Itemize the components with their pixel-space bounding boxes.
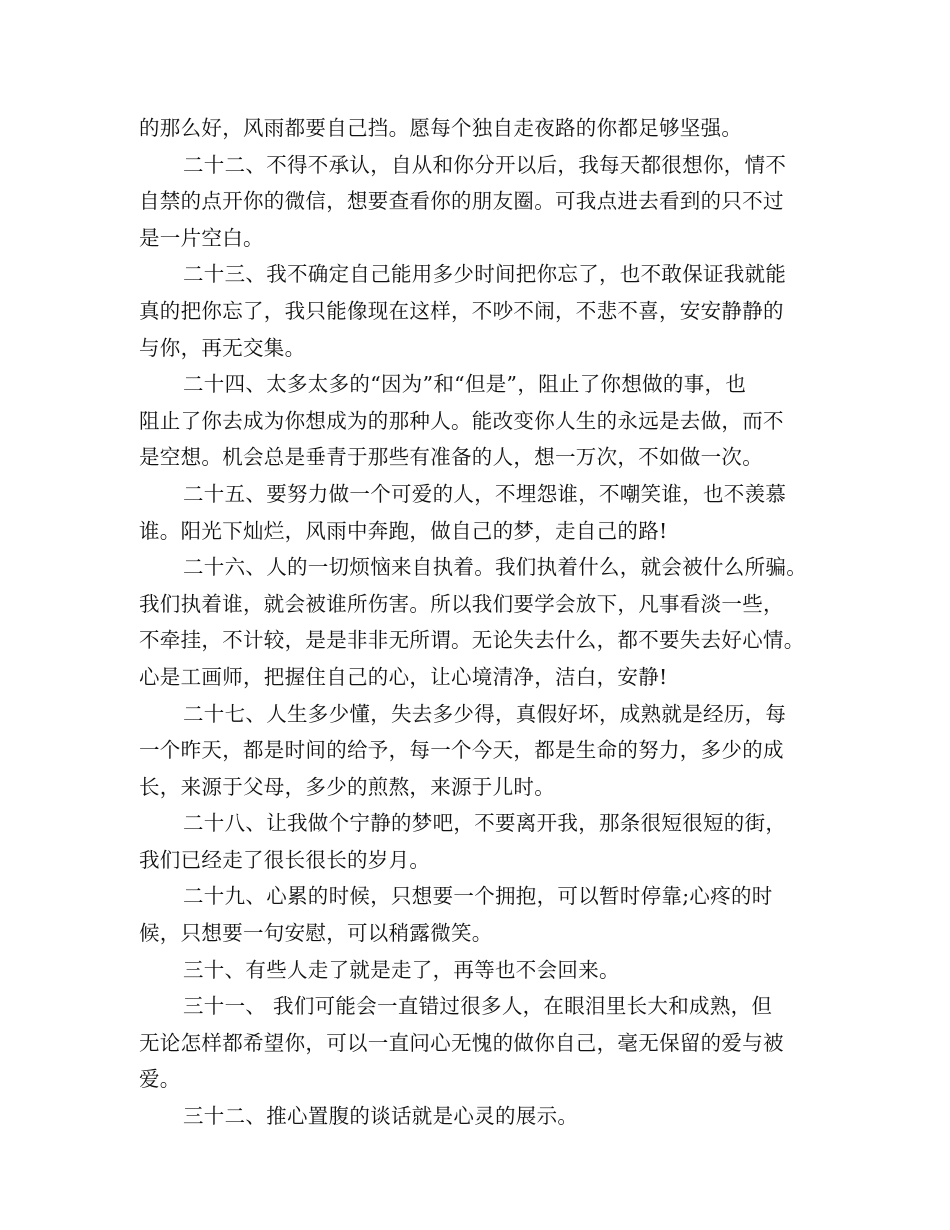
text-line: 我们执着谁，就会被谁所伤害。所以我们要学会放下，凡事看淡一些， bbox=[139, 591, 784, 616]
text-line: 自禁的点开你的微信，想要查看你的朋友圈。可我点进去看到的只不过 bbox=[139, 189, 784, 214]
text-line: 是空想。机会总是垂青于那些有准备的人，想一万次，不如做一次。 bbox=[139, 445, 763, 470]
text-line: 真的把你忘了，我只能像现在这样，不吵不闹，不悲不喜，安安静静的 bbox=[139, 298, 784, 323]
text-line: 与你，再无交集。 bbox=[139, 335, 306, 360]
paragraph-22-start: 二十二、不得不承认，自从和你分开以后，我每天都很想你，情不 bbox=[183, 152, 787, 177]
text-line: 无论怎样都希望你，可以一直问心无愧的做你自己，毫无保留的爱与被 bbox=[139, 1030, 784, 1055]
paragraph-25-start: 二十五、要努力做一个可爱的人，不埋怨谁，不嘲笑谁，也不羡慕 bbox=[183, 481, 787, 506]
paragraph-28-start: 二十八、让我做个宁静的梦吧，不要离开我，那条很短很短的街， bbox=[183, 811, 787, 836]
text-line: 长，来源于父母，多少的煎熬，来源于儿时。 bbox=[139, 774, 555, 799]
paragraph-24-start: 二十四、太多太多的“因为”和“但是”，阻止了你想做的事，也 bbox=[183, 372, 747, 397]
paragraph-23-start: 二十三、我不确定自己能用多少时间把你忘了，也不敢保证我就能 bbox=[183, 262, 787, 287]
text-line: 心是工画师，把握住自己的心，让心境清净，洁白，安静! bbox=[139, 664, 668, 689]
text-line: 不牵挂，不计较，是是非非无所谓。无论失去什么，都不要失去好心情。 bbox=[139, 628, 805, 653]
document-body bbox=[139, 110, 829, 1135]
paragraph-30-start: 三十、有些人走了就是走了，再等也不会回来。 bbox=[183, 957, 620, 982]
text-line: 我们已经走了很长很长的岁月。 bbox=[139, 847, 431, 872]
paragraph-32-start: 三十二、推心置腹的谈话就是心灵的展示。 bbox=[183, 1104, 579, 1129]
text-line: 的那么好，风雨都要自己挡。愿每个独自走夜路的你都足够坚强。 bbox=[139, 116, 743, 140]
text-line: 候，只想要一句安慰，可以稍露微笑。 bbox=[139, 921, 493, 946]
text-line: 谁。阳光下灿烂，风雨中奔跑，做自己的梦，走自己的路! bbox=[139, 518, 668, 543]
text-line: 一个昨天，都是时间的给予，每一个今天，都是生命的努力，多少的成 bbox=[139, 738, 784, 763]
text-line: 阻止了你去成为你想成为的那种人。能改变你人生的永远是去做，而不 bbox=[139, 408, 784, 433]
paragraph-27-start: 二十七、人生多少懂，失去多少得，真假好坏，成熟就是经历，每 bbox=[183, 701, 787, 726]
paragraph-31-start: 三十一、 我们可能会一直错过很多人，在眼泪里长大和成熟，但 bbox=[183, 994, 773, 1019]
paragraph-26-start: 二十六、人的一切烦恼来自执着。我们执着什么，就会被什么所骗。 bbox=[183, 555, 807, 580]
text-line: 爱。 bbox=[139, 1067, 181, 1092]
text-line: 是一片空白。 bbox=[139, 225, 264, 250]
paragraph-29-start: 二十九、心累的时候，只想要一个拥抱，可以暂时停靠;心疼的时 bbox=[183, 884, 773, 909]
